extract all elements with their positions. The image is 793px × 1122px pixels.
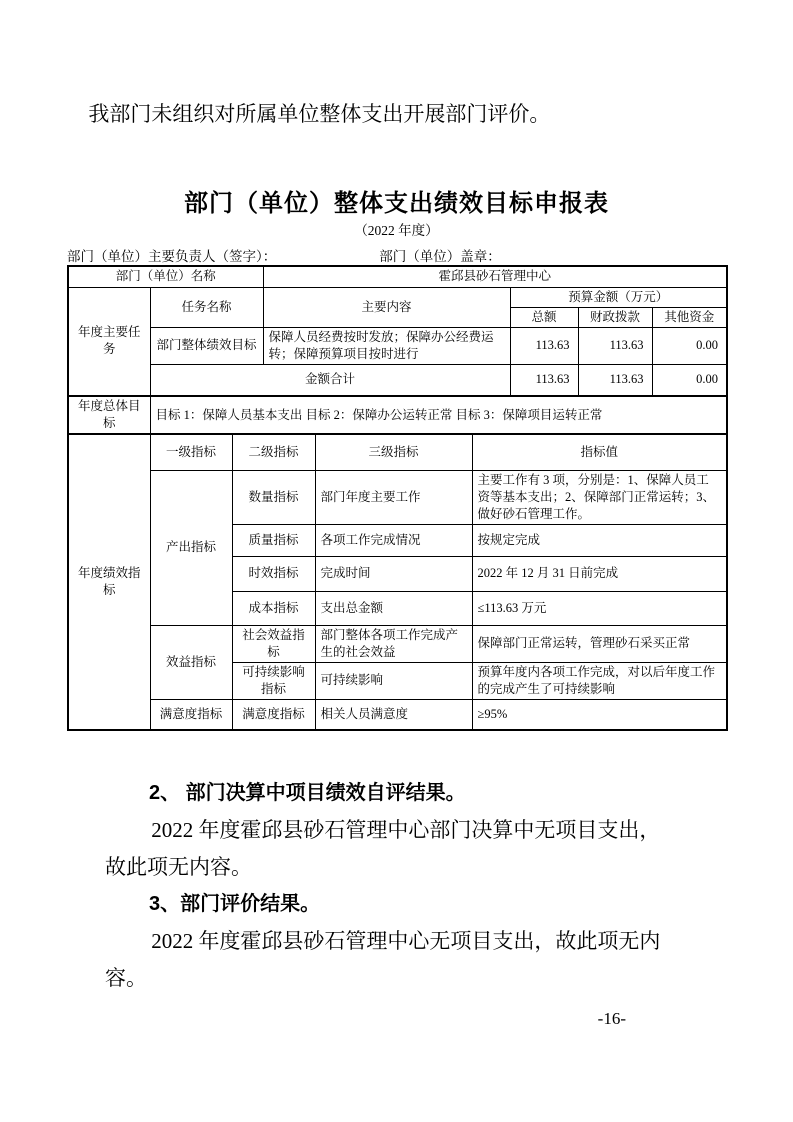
intro-paragraph: 我部门未组织对所属单位整体支出开展部门评价。 xyxy=(88,102,551,126)
indicator-value-cell: 2022 年 12 月 31 日前完成 xyxy=(472,556,727,591)
table-row xyxy=(68,625,727,662)
dept-name-value-cell: 霍邱县砂石管理中心 xyxy=(263,266,727,287)
table-row xyxy=(68,396,727,434)
tasks-table xyxy=(67,265,728,397)
l2-header: 二级指标 xyxy=(232,434,315,470)
section-2-heading: 2、 部门决算中项目绩效自评结果。 xyxy=(149,782,466,804)
section-3-paragraph xyxy=(105,923,688,997)
task-fiscal-cell: 113.63 xyxy=(578,327,652,364)
task-name-cell: 部门整体绩效目标 xyxy=(150,327,263,364)
indicator-l2-cell: 成本指标 xyxy=(232,591,315,625)
section-3-heading: 3、部门评价结果。 xyxy=(149,893,321,915)
page-number: -16- xyxy=(597,1009,626,1028)
paragraph-line: 2022 年度霍邱县砂石管理中心部门决算中无项目支出， xyxy=(151,818,661,842)
dept-name-label-cell: 部门（单位）名称 xyxy=(68,266,263,287)
indicator-l2-cell: 满意度指标 xyxy=(232,699,315,730)
table-row xyxy=(68,266,727,287)
annual-tasks-row-label: 年度主要任务 xyxy=(68,287,150,396)
indicator-l3-cell: 完成时间 xyxy=(315,556,472,591)
table-row xyxy=(68,364,727,396)
indicator-l3-cell: 部门整体各项工作完成产生的社会效益 xyxy=(315,625,472,662)
sign-left-label: 部门（单位）主要负责人（签字）： xyxy=(67,249,277,264)
report-title: 部门（单位）整体支出绩效目标申报表 xyxy=(184,190,609,217)
table-row xyxy=(68,287,727,307)
report-subtitle: （2022 年度） xyxy=(354,223,439,238)
indicators-row-label: 年度绩效指标 xyxy=(68,434,150,730)
indicator-value-cell: 预算年度内各项工作完成，对以后年度工作的完成产生了可持续影响 xyxy=(472,662,727,699)
seal-label: 部门（单位）盖章： xyxy=(379,249,501,264)
task-other-cell: 0.00 xyxy=(652,327,727,364)
sum-fiscal-cell: 113.63 xyxy=(578,364,652,396)
paragraph-line: 故此项无内容。 xyxy=(105,855,252,879)
indicator-l2-cell: 质量指标 xyxy=(232,524,315,556)
indicator-value-cell: 保障部门正常运转，管理砂石采买正常 xyxy=(472,625,727,662)
task-name-header: 任务名称 xyxy=(150,287,263,327)
body-sections xyxy=(105,775,688,997)
indicator-l2-cell: 数量指标 xyxy=(232,470,315,524)
budget-total-header: 总额 xyxy=(510,307,578,327)
indicator-l3-cell: 部门年度主要工作 xyxy=(315,470,472,524)
sum-label-cell: 金额合计 xyxy=(150,364,510,396)
indicator-l2-cell: 时效指标 xyxy=(232,556,315,591)
goal-table xyxy=(67,395,728,435)
sum-other-cell: 0.00 xyxy=(652,364,727,396)
l1-header: 一级指标 xyxy=(150,434,232,470)
table-row xyxy=(68,699,727,730)
main-content-header: 主要内容 xyxy=(263,287,510,327)
task-content-cell: 保障人员经费按时发放；保障办公经费运转；保障预算项目按时进行 xyxy=(263,327,510,364)
budget-group-header: 预算金额（万元） xyxy=(510,287,727,307)
annual-goal-label-cell: 年度总体目标 xyxy=(68,396,150,434)
indicators-table xyxy=(67,433,728,731)
sum-total-cell: 113.63 xyxy=(510,364,578,396)
indicator-value-cell: ≤113.63 万元 xyxy=(472,591,727,625)
sign-line xyxy=(67,248,726,265)
indicator-value-cell: 主要工作有 3 项，分别是：1、保障人员工资等基本支出；2、保障部门正常运转；3、做好砂石管理工作。 xyxy=(472,470,727,524)
indicator-value-cell: 按规定完成 xyxy=(472,524,727,556)
table-row xyxy=(68,470,727,524)
annual-goal-value-cell: 目标 1：保障人员基本支出 目标 2：保障办公运转正常 目标 3：保障项目运转正常 xyxy=(150,396,727,434)
paragraph-line: 容。 xyxy=(105,966,147,990)
indicator-value-cell: ≥95% xyxy=(472,699,727,730)
indicator-l3-cell: 支出总金额 xyxy=(315,591,472,625)
group-benefit-label: 效益指标 xyxy=(150,625,232,699)
paragraph-line: 2022 年度霍邱县砂石管理中心无项目支出，故此项无内 xyxy=(151,929,661,953)
l3-header: 三级指标 xyxy=(315,434,472,470)
indicator-l3-cell: 可持续影响 xyxy=(315,662,472,699)
indicator-l3-cell: 相关人员满意度 xyxy=(315,699,472,730)
group-output-label: 产出指标 xyxy=(150,470,232,625)
group-satisfaction-label: 满意度指标 xyxy=(150,699,232,730)
budget-fiscal-header: 财政拨款 xyxy=(578,307,652,327)
indicator-l3-cell: 各项工作完成情况 xyxy=(315,524,472,556)
indicator-l2-cell: 社会效益指标 xyxy=(232,625,315,662)
indicator-l2-cell: 可持续影响指标 xyxy=(232,662,315,699)
table-row xyxy=(68,327,727,364)
section-2-paragraph xyxy=(105,812,688,886)
table-row xyxy=(68,434,727,470)
budget-other-header: 其他资金 xyxy=(652,307,727,327)
value-header: 指标值 xyxy=(472,434,727,470)
task-total-cell: 113.63 xyxy=(510,327,578,364)
